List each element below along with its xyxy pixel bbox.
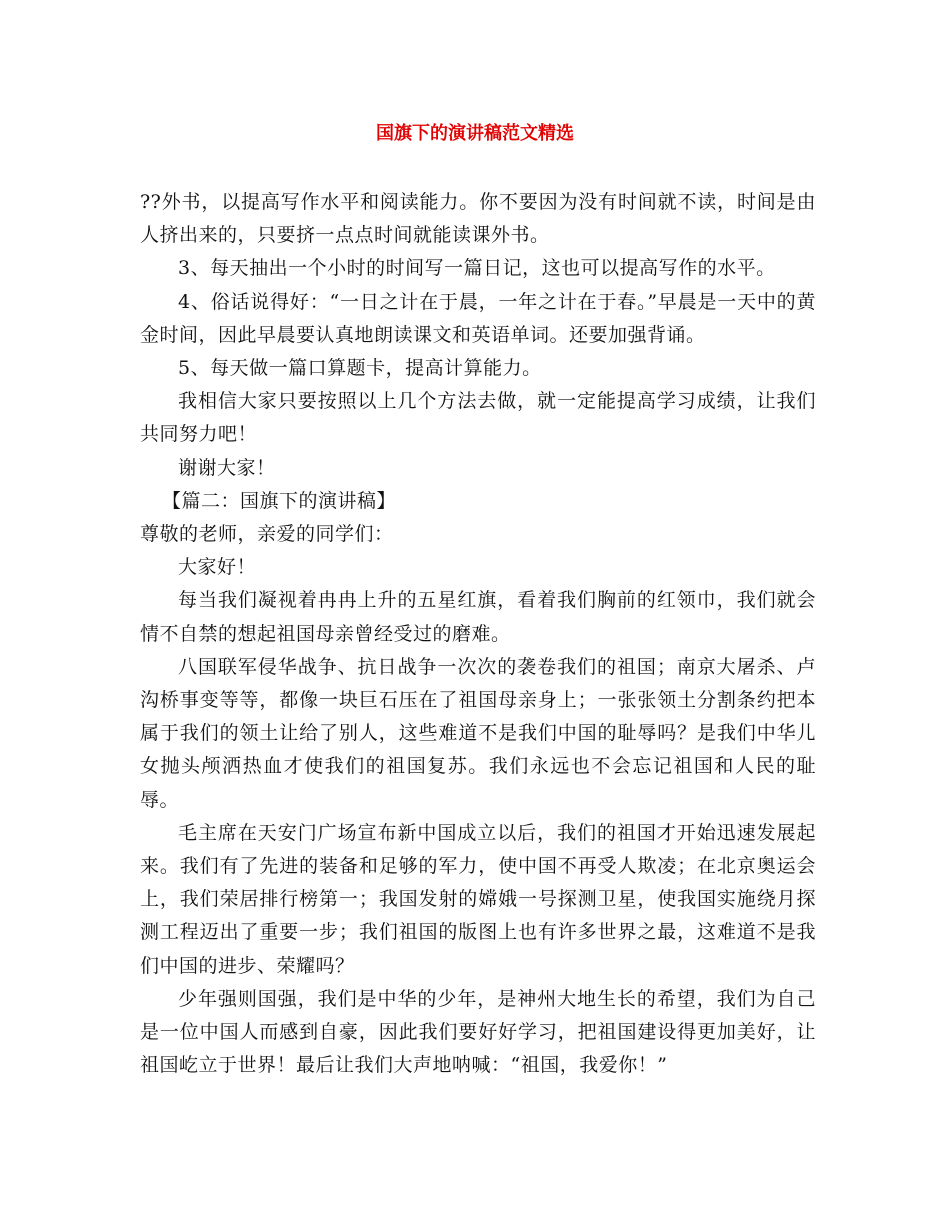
paragraph: 4、俗话说得好：“一日之计在于晨，一年之计在于春。”早晨是一天中的黄金时间，因此早晨要认真地朗读课文和英语单词。还要加强背诵。 — [140, 290, 816, 346]
paragraph: 大家好！ — [178, 556, 257, 579]
document-body — [140, 186, 816, 1082]
paragraph: 毛主席在天安门广场宣布新中国成立以后，我们的祖国才开始迅速发展起来。我们有了先进的装备和足够的军力，使中国不再受人欺凌；在北京奥运会上，我们荣居排行榜第一；我国发射的嫦娥一号探测卫星，使我国实施绕月探测工程迈出了重要一步；我们祖国的版图上也有许多世界之最，这难道不是我们中国的进步、荣耀吗？ — [140, 821, 816, 977]
paragraph: 每当我们凝视着冉冉上升的五星红旗，看着我们胸前的红领巾，我们就会情不自禁的想起祖国母亲曾经受过的磨难。 — [140, 589, 816, 645]
paragraph: ??外书，以提高写作水平和阅读能力。你不要因为没有时间就不读，时间是由人挤出来的，只要挤一点点时间就能读课外书。 — [140, 191, 816, 247]
salutation: 尊敬的老师，亲爱的同学们： — [140, 523, 394, 546]
paragraph: 我相信大家只要按照以上几个方法去做，就一定能提高学习成绩，让我们共同努力吧！ — [140, 390, 816, 446]
section-heading: 【篇二：国旗下的演讲稿】 — [162, 489, 397, 512]
paragraph: 八国联军侵华战争、抗日战争一次次的袭卷我们的祖国；南京大屠杀、卢沟桥事变等等，都像一块巨石压在了祖国母亲身上；一张张领土分割条约把本属于我们的领土让给了别人，这些难道不是我们中国的耻辱吗？是我们中华儿女抛头颅洒热血才使我们的祖国复苏。我们永远也不会忘记祖国和人民的耻辱。 — [140, 655, 816, 811]
paragraph: 少年强则国强，我们是中华的少年，是神州大地生长的希望，我们为自己是一位中国人而感到自豪，因此我们要好好学习，把祖国建设得更加美好，让祖国屹立于世界！最后让我们大声地呐喊：“祖国，我爱你！” — [140, 987, 816, 1077]
paragraph: 5、每天做一篇口算题卡，提高计算能力。 — [178, 357, 542, 380]
paragraph: 谢谢大家！ — [178, 456, 276, 479]
document-title: 国旗下的演讲稿范文精选 — [376, 123, 574, 144]
paragraph: 3、每天抽出一个小时的时间写一篇日记，这也可以提高写作的水平。 — [178, 257, 776, 280]
